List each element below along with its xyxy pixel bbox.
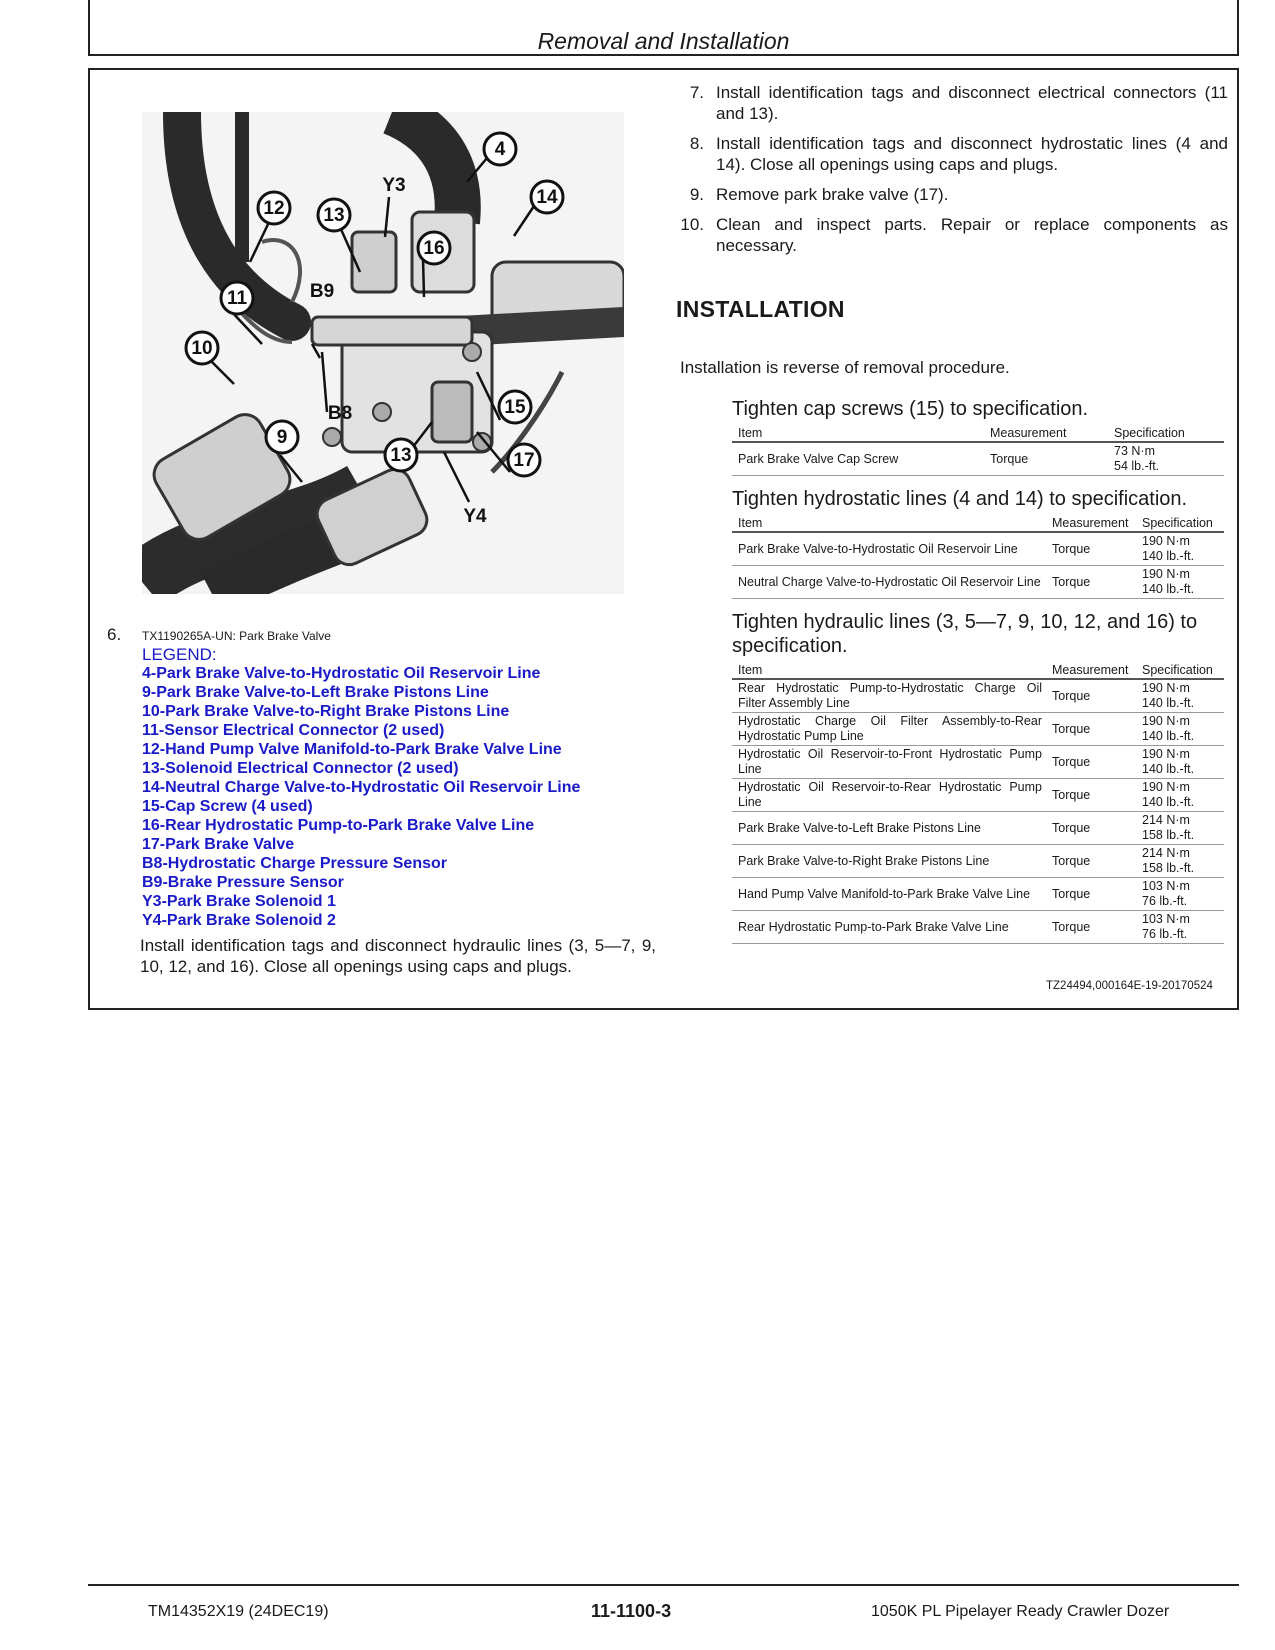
spec-cell [1136,566,1224,599]
spec-imperial: 140 lb.-ft. [1142,549,1195,563]
spec-imperial: 76 lb.-ft. [1142,927,1188,941]
column-header-item: Item [732,514,1046,532]
spec-imperial: 140 lb.-ft. [1142,762,1195,776]
item-cell: Park Brake Valve Cap Screw [732,442,984,476]
installation-heading: INSTALLATION [676,296,845,322]
footer-manual-id: TM14352X19 (24DEC19) [148,1603,329,1620]
step-number: 7. [689,83,704,102]
callout-13a-label: 13 [323,205,345,226]
legend-item: Y4-Park Brake Solenoid 2 [142,912,336,929]
figure-caption: TX1190265A-UN: Park Brake Valve [142,629,331,643]
legend-item: 9-Park Brake Valve-to-Left Brake Pistons Line [142,684,489,701]
spec-table [732,514,1224,599]
spec-table [732,424,1224,476]
table-row [732,779,1224,812]
spec-metric: 214 N·m [1142,813,1190,827]
step-7 [676,82,1228,124]
spec-imperial: 158 lb.-ft. [1142,828,1195,842]
spec-metric: 190 N·m [1142,534,1190,548]
document-code: TZ24494,000164E-19-20170524 [1046,980,1213,992]
table-row [732,713,1224,746]
measurement-cell: Torque [1046,746,1136,779]
item-cell: Hydrostatic Oil Reservoir-to-Rear Hydrostatic Pump Line [732,779,1046,812]
park-brake-valve-illustration [142,112,624,594]
spec-cell [1108,442,1224,476]
spec-cell [1136,878,1224,911]
spec-block-cap-screws [732,397,1224,476]
measurement-cell: Torque [1046,679,1136,713]
measurement-cell: Torque [1046,566,1136,599]
measurement-cell: Torque [1046,779,1136,812]
legend-item: 11-Sensor Electrical Connector (2 used) [142,722,445,739]
column-header-measurement: Measurement [984,424,1108,442]
footer-machine-name: 1050K PL Pipelayer Ready Crawler Dozer [871,1603,1170,1620]
spec-cell [1136,532,1224,566]
spec-imperial: 140 lb.-ft. [1142,795,1195,809]
step-8 [676,133,1228,175]
callout-17-label: 17 [513,450,535,471]
footer-page-number: 11-1100-3 [591,1601,672,1621]
legend-item: 12-Hand Pump Valve Manifold-to-Park Brake Valve Line [142,741,562,758]
installation-intro: Installation is reverse of removal procedure. [680,358,1010,377]
legend-item: 10-Park Brake Valve-to-Right Brake Pistons Line [142,703,510,720]
y3-label: Y3 [382,175,406,196]
page-header [88,0,1239,56]
b9-label: B9 [309,281,335,302]
spec-title: Tighten hydraulic lines (3, 5—7, 9, 10, 12, and 16) to specification. [732,611,1198,657]
spec-imperial: 54 lb.-ft. [1114,459,1160,473]
callout-10-label: 10 [191,338,213,359]
measurement-cell: Torque [1046,845,1136,878]
legend-item: 17-Park Brake Valve [142,836,295,853]
table-row [732,566,1224,599]
spec-table [732,661,1224,944]
spec-metric: 190 N·m [1142,714,1190,728]
spec-block-hydrostatic-lines [732,487,1224,599]
spec-title: Tighten hydrostatic lines (4 and 14) to specification. [732,488,1188,510]
step-9 [676,184,1228,205]
table-row [732,878,1224,911]
legend-item: 16-Rear Hydrostatic Pump-to-Park Brake Valve Line [142,817,535,834]
table-row [732,746,1224,779]
spec-cell [1136,845,1224,878]
spec-metric: 103 N·m [1142,879,1190,893]
table-row [732,812,1224,845]
item-cell: Rear Hydrostatic Pump-to-Hydrostatic Charge Oil Filter Assembly Line [732,679,1046,713]
callout-11-label: 11 [226,288,248,309]
measurement-cell: Torque [1046,532,1136,566]
spec-cell [1136,746,1224,779]
spec-imperial: 140 lb.-ft. [1142,729,1195,743]
item-cell: Park Brake Valve-to-Hydrostatic Oil Reservoir Line [732,532,1046,566]
step-text: Install identification tags and disconnect hydrostatic lines (4 and 14). Close all openings using caps and plugs. [716,134,1228,174]
step-number: 10. [680,215,704,234]
spec-metric: 190 N·m [1142,681,1190,695]
step-number: 8. [689,134,704,153]
column-header-item: Item [732,424,984,442]
callout-14-label: 14 [536,187,558,208]
column-header-specification: Specification [1108,424,1224,442]
spec-cell [1136,713,1224,746]
step-text: Clean and inspect parts. Repair or replace components as necessary. [716,215,1228,255]
step-text: Remove park brake valve (17). [716,185,949,204]
legend-item: B9-Brake Pressure Sensor [142,874,344,891]
column-header-measurement: Measurement [1046,514,1136,532]
measurement-cell: Torque [1046,713,1136,746]
callout-13b-label: 13 [390,445,412,466]
callout-16-label: 16 [423,238,445,259]
header-title: Removal and Installation [537,28,790,54]
legend-item: 15-Cap Screw (4 used) [142,798,313,815]
spec-block-hydraulic-lines [732,610,1224,944]
item-cell: Rear Hydrostatic Pump-to-Park Brake Valve Line [732,911,1046,944]
callout-15-label: 15 [504,397,526,418]
b8-label: B8 [327,403,353,424]
table-row [732,845,1224,878]
column-header-item: Item [732,661,1046,679]
spec-metric: 73 N·m [1114,444,1155,458]
removal-steps [676,82,1228,265]
column-header-measurement: Measurement [1046,661,1136,679]
column-header-specification: Specification [1136,514,1224,532]
legend-item: 14-Neutral Charge Valve-to-Hydrostatic Oil Reservoir Line [142,779,581,796]
step-text: Install identification tags and disconnect electrical connectors (11 and 13). [716,83,1228,123]
measurement-cell: Torque [1046,878,1136,911]
spec-cell [1136,812,1224,845]
column-header-specification: Specification [1136,661,1224,679]
legend-item: Y3-Park Brake Solenoid 1 [142,893,336,910]
spec-cell [1136,679,1224,713]
spec-cell [1136,779,1224,812]
item-cell: Hand Pump Valve Manifold-to-Park Brake Valve Line [732,878,1046,911]
spec-imperial: 76 lb.-ft. [1142,894,1188,908]
spec-metric: 190 N·m [1142,747,1190,761]
callout-9-label: 9 [276,427,288,448]
legend-item: B8-Hydrostatic Charge Pressure Sensor [142,855,447,872]
legend [142,645,662,930]
callout-4-label: 4 [494,139,506,160]
footer-divider [88,1584,1239,1586]
spec-cell [1136,911,1224,944]
measurement-cell: Torque [1046,911,1136,944]
table-row [732,442,1224,476]
step-10 [676,214,1228,256]
item-cell: Neutral Charge Valve-to-Hydrostatic Oil Reservoir Line [732,566,1046,599]
step-6-text: Install identification tags and disconnect hydraulic lines (3, 5—7, 9, 10, 12, and 16). Close all openings using caps and plugs. [140,936,656,976]
step-6-number: 6. [107,625,122,644]
measurement-cell: Torque [1046,812,1136,845]
spec-metric: 103 N·m [1142,912,1190,926]
spec-imperial: 158 lb.-ft. [1142,861,1195,875]
item-cell: Park Brake Valve-to-Right Brake Pistons Line [732,845,1046,878]
step-number: 9. [689,185,704,204]
item-cell: Hydrostatic Charge Oil Filter Assembly-to-Rear Hydrostatic Pump Line [732,713,1046,746]
spec-imperial: 140 lb.-ft. [1142,696,1195,710]
spec-imperial: 140 lb.-ft. [1142,582,1195,596]
spec-metric: 190 N·m [1142,780,1190,794]
y4-label: Y4 [463,506,487,527]
spec-metric: 214 N·m [1142,846,1190,860]
spec-metric: 190 N·m [1142,567,1190,581]
callout-12-label: 12 [263,198,285,219]
legend-title: LEGEND: [142,645,217,664]
item-cell: Hydrostatic Oil Reservoir-to-Front Hydrostatic Pump Line [732,746,1046,779]
legend-item: 4-Park Brake Valve-to-Hydrostatic Oil Reservoir Line [142,665,541,682]
table-row [732,532,1224,566]
spec-title: Tighten cap screws (15) to specification. [732,398,1089,420]
table-row [732,911,1224,944]
table-row [732,679,1224,713]
legend-item: 13-Solenoid Electrical Connector (2 used) [142,760,459,777]
measurement-cell: Torque [984,442,1108,476]
item-cell: Park Brake Valve-to-Left Brake Pistons Line [732,812,1046,845]
